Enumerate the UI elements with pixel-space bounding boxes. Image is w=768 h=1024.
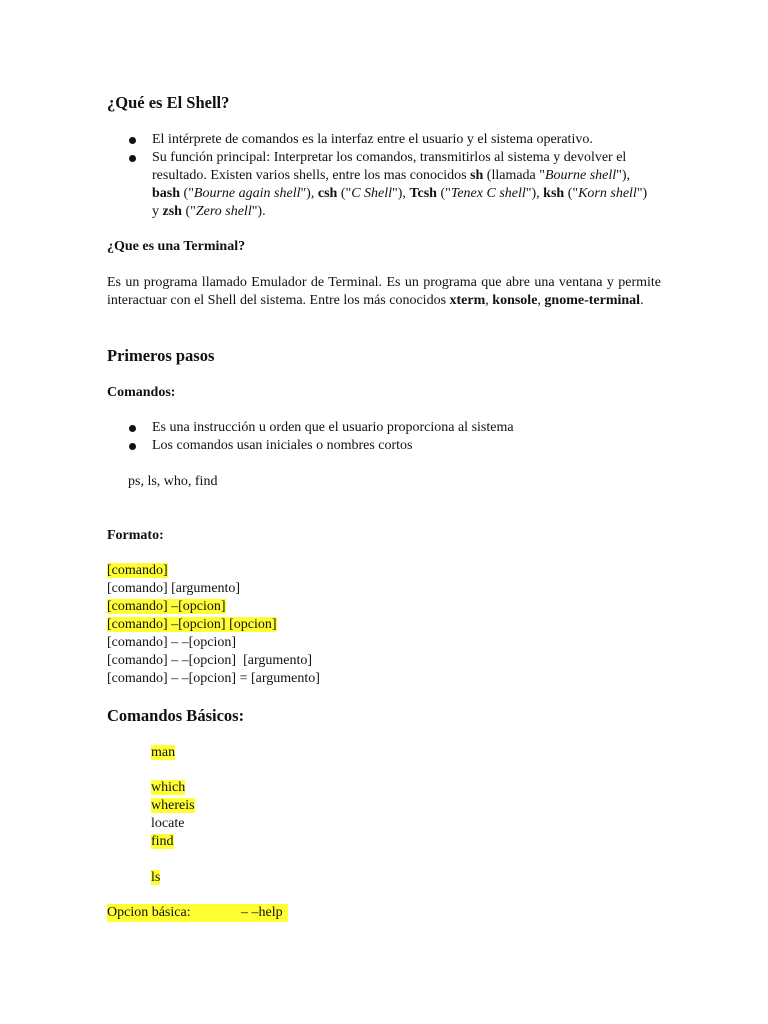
term-konsole: konsole bbox=[492, 293, 538, 308]
shell-c-shell: C Shell bbox=[351, 186, 393, 201]
list-item bbox=[107, 437, 661, 455]
bullet-icon bbox=[129, 155, 136, 162]
bullet-text: Es una instrucción u orden que el usuario proporciona al sistema bbox=[152, 420, 514, 435]
comandos-bullet-list bbox=[107, 419, 661, 455]
bullet-text-shells: Su función principal: Interpretar los comandos, transmitirlos al sistema y devolver el resultado. Existen varios shells, entre los mas conocidos sh (llamada "Bourne shell"), bash ("Bourne again shell"), csh ("C Shell"), Tcsh ("Tenex C shell"), ksh ("Korn shell") y zsh ("Zero shell"). bbox=[152, 150, 648, 219]
shell-bourne: Bourne shell bbox=[544, 168, 617, 183]
list-item bbox=[107, 419, 661, 437]
command-ls: ls bbox=[151, 870, 161, 885]
heading-primeros-pasos: Primeros pasos bbox=[107, 346, 215, 365]
shell-bourne-again: Bourne again shell bbox=[193, 186, 301, 201]
command-whereis: whereis bbox=[151, 798, 195, 813]
heading-formato: Formato: bbox=[107, 528, 164, 543]
bullet-text: Los comandos usan iniciales o nombres cortos bbox=[152, 438, 413, 453]
formato-line: [comando] – –[opcion] [argumento] bbox=[107, 653, 313, 668]
shell-zsh: zsh bbox=[162, 204, 182, 219]
heading-comandos: Comandos: bbox=[107, 385, 176, 400]
command-examples: ps, ls, who, find bbox=[128, 474, 218, 489]
shell-tenex: Tenex C shell bbox=[450, 186, 526, 201]
term-gnome: gnome-terminal bbox=[544, 293, 641, 308]
shell-korn: Korn shell bbox=[578, 186, 637, 201]
formato-line: [comando] – –[opcion] bbox=[107, 635, 237, 650]
list-item bbox=[107, 131, 661, 149]
term-xterm: xterm bbox=[449, 293, 486, 308]
shell-tcsh: Tcsh bbox=[409, 186, 437, 201]
formato-line: [comando] –[opcion] bbox=[107, 599, 226, 614]
formato-line: [comando] bbox=[107, 563, 168, 578]
shell-ksh: ksh bbox=[543, 186, 565, 201]
opcion-basica-value: – –help bbox=[241, 904, 288, 922]
opcion-basica-label: Opcion básica: bbox=[107, 904, 241, 922]
heading-comandos-basicos: Comandos Básicos: bbox=[107, 706, 245, 725]
formato-line: [comando] – –[opcion] = [argumento] bbox=[107, 671, 320, 686]
bullet-icon bbox=[129, 137, 136, 144]
formato-lines bbox=[107, 562, 320, 688]
shell-sh: sh bbox=[470, 168, 484, 183]
shell-zero: Zero shell bbox=[195, 204, 252, 219]
shell-csh: csh bbox=[317, 186, 338, 201]
heading-que-es-el-shell: ¿Qué es El Shell? bbox=[107, 93, 230, 112]
formato-line: [comando] –[opcion] [opcion] bbox=[107, 617, 277, 632]
shell-bash: bash bbox=[152, 186, 181, 201]
bullet-text: El intérprete de comandos es la interfaz entre el usuario y el sistema operativo. bbox=[152, 132, 593, 147]
command-locate: locate bbox=[151, 816, 185, 831]
formato-line: [comando] [argumento] bbox=[107, 581, 241, 596]
list-item bbox=[107, 149, 661, 221]
shell-bullet-list bbox=[107, 131, 661, 221]
command-find: find bbox=[151, 834, 174, 849]
heading-que-es-una-terminal: ¿Que es una Terminal? bbox=[107, 239, 246, 254]
bullet-icon bbox=[129, 425, 136, 432]
bullet-icon bbox=[129, 443, 136, 450]
command-man: man bbox=[151, 745, 176, 760]
terminal-paragraph: Es un programa llamado Emulador de Terminal. Es un programa que abre una ventana y permite interactuar con el Shell del sistema. Entre los más conocidos xterm, konsole, gnome-terminal. bbox=[107, 275, 661, 308]
command-which: which bbox=[151, 780, 186, 795]
opcion-basica-line bbox=[107, 904, 288, 922]
